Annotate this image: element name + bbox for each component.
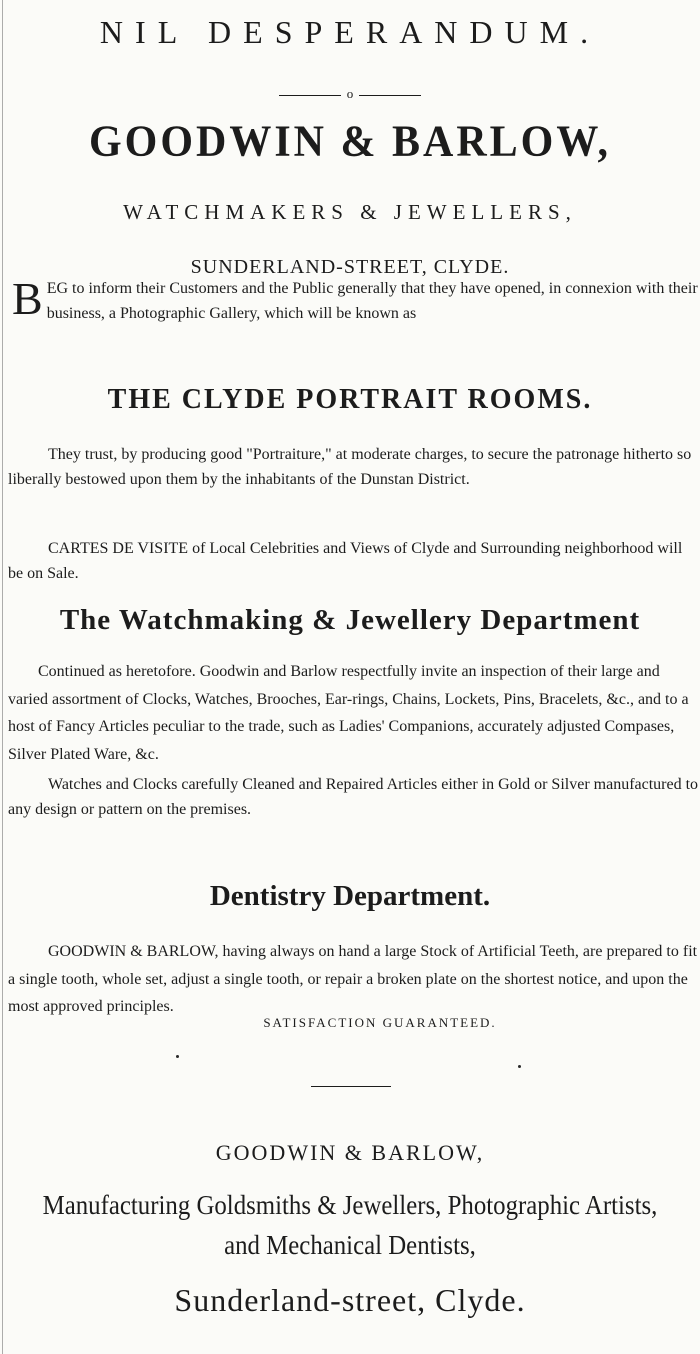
footer-street: Sunderland-street, Clyde. bbox=[174, 1282, 526, 1318]
dentistry-paragraph: GOODWIN & BARLOW, having always on hand a large Stock of Artificial Teeth, are prepared to fit a single tooth, whole set, adjust a single tooth, or repair a broken plate on the shortest notice, and upon the most approved principles. bbox=[8, 943, 698, 1015]
footer-description: Manufacturing Goldsmiths & Jewellers, Photographic Artists, and Mechanical Dentists, bbox=[42, 1190, 658, 1260]
firm-name-heading: GOODWIN & BARLOW, bbox=[88, 117, 611, 167]
footer-firm-name: GOODWIN & BARLOW, bbox=[215, 1140, 485, 1165]
dentistry-heading: Dentistry Department. bbox=[209, 880, 491, 912]
address-line: SUNDERLAND-STREET, CLYDE. bbox=[190, 256, 510, 278]
ornament-divider bbox=[0, 86, 700, 102]
cartes-paragraph: CARTES DE VISITE of Local Celebrities and Views of Clyde and Surrounding neighborhood will be on Sale. bbox=[8, 540, 683, 582]
continued-paragraph: Continued as heretofore. Goodwin and Barlow respectfully invite an inspection of their large and varied assortment of Clocks, Watches, Brooches, Ear-rings, Chains, Lockets, Pins, Bracelets, &c., and to a host of Fancy Articles peculiar to the trade, such as Ladies' Companions, accurately adjusted Compases, Silver Plated Ware, &c. bbox=[8, 663, 689, 763]
drop-cap: B bbox=[12, 273, 43, 324]
intro-paragraph bbox=[12, 273, 700, 326]
print-speck bbox=[176, 1055, 179, 1058]
motto: NIL DESPERANDUM. bbox=[99, 14, 601, 50]
ornament-mark: o bbox=[346, 86, 354, 101]
intro-text: EG to inform their Customers and the Public generally that they have opened, in connexion with their business, a Photographic Gallery, which will be known as bbox=[46, 280, 698, 322]
trust-paragraph: They trust, by producing good "Portraiture," at moderate charges, to secure the patronage hitherto so liberally bestowed upon them by the inhabitants of the Dunstan District. bbox=[8, 446, 692, 488]
trade-line: WATCHMAKERS & JEWELLERS, bbox=[123, 200, 577, 224]
portrait-rooms-heading: THE CLYDE PORTRAIT ROOMS. bbox=[107, 384, 593, 415]
watchmaking-heading: The Watchmaking & Jewellery Department bbox=[59, 604, 641, 636]
satisfaction-line: SATISFACTION GUARANTEED. bbox=[263, 1015, 497, 1030]
section-divider bbox=[311, 1086, 391, 1087]
repair-paragraph: Watches and Clocks carefully Cleaned and Repaired Articles either in Gold or Silver manufactured to any design or pattern on the premises. bbox=[8, 776, 699, 818]
print-speck bbox=[518, 1065, 521, 1068]
